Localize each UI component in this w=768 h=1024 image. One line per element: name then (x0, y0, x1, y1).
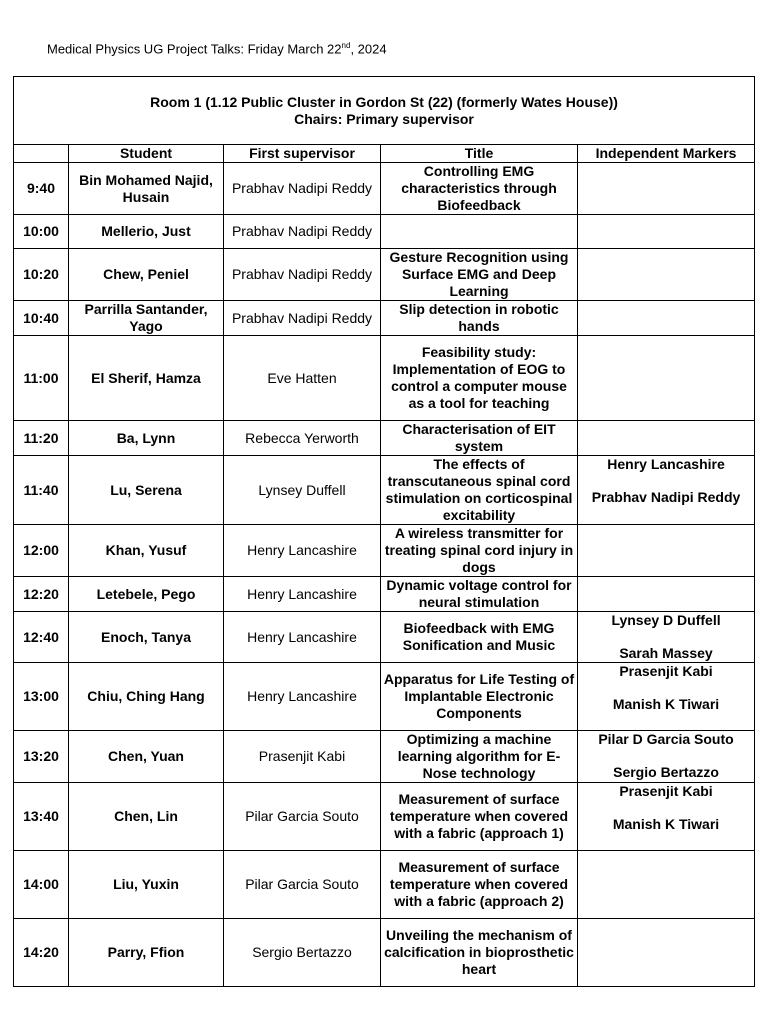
room-chairs: Chairs: Primary supervisor (294, 110, 474, 127)
header-year: , 2024 (350, 41, 387, 57)
independent-markers (578, 577, 755, 612)
first-supervisor: Pilar Garcia Souto (224, 851, 381, 919)
room-heading (14, 77, 755, 145)
independent-markers (578, 783, 755, 851)
talk-time: 10:20 (14, 249, 69, 301)
talk-time: 12:00 (14, 525, 69, 577)
first-supervisor: Pilar Garcia Souto (224, 783, 381, 851)
header-superscript: nd (341, 41, 351, 50)
first-supervisor: Rebecca Yerworth (224, 421, 381, 456)
student-name: Chen, Yuan (69, 731, 224, 783)
marker-spacer (580, 473, 752, 489)
project-title: Biofeedback with EMG Sonification and Music (381, 612, 578, 663)
independent-markers (578, 663, 755, 731)
marker-secondary: Manish K Tiwari (612, 816, 720, 832)
schedule-row (14, 919, 755, 987)
student-name: Lu, Serena (69, 456, 224, 525)
marker-primary: Pilar D Garcia Souto (598, 731, 734, 747)
schedule-row (14, 456, 755, 525)
project-title: Apparatus for Life Testing of Implantable Electronic Components (381, 663, 578, 731)
document-header (47, 41, 387, 56)
marker-primary: Lynsey D Duffell (611, 612, 721, 628)
talk-time: 11:00 (14, 336, 69, 421)
student-name: Chew, Peniel (69, 249, 224, 301)
independent-markers (578, 525, 755, 577)
independent-markers (578, 731, 755, 783)
talk-time: 11:40 (14, 456, 69, 525)
student-name: Parrilla Santander, Yago (69, 301, 224, 336)
schedule-row (14, 249, 755, 301)
talk-time: 12:20 (14, 577, 69, 612)
schedule-row (14, 851, 755, 919)
project-title: The effects of transcutaneous spinal cord stimulation on corticospinal excitability (381, 456, 578, 525)
room-header-row (14, 77, 755, 145)
independent-markers (578, 336, 755, 421)
talk-time: 11:20 (14, 421, 69, 456)
independent-markers (578, 249, 755, 301)
student-name: Liu, Yuxin (69, 851, 224, 919)
project-title (381, 215, 578, 249)
talk-time: 13:40 (14, 783, 69, 851)
schedule-row (14, 731, 755, 783)
independent-markers (578, 215, 755, 249)
independent-markers (578, 919, 755, 987)
first-supervisor: Prabhav Nadipi Reddy (224, 163, 381, 215)
independent-markers (578, 421, 755, 456)
column-header-student: Student (69, 145, 224, 163)
column-header-supervisor: First supervisor (224, 145, 381, 163)
column-header-row (14, 145, 755, 163)
project-title: Measurement of surface temperature when covered with a fabric (approach 1) (381, 783, 578, 851)
room-title: Room 1 (1.12 Public Cluster in Gordon St (22) (formerly Wates House)) (150, 93, 618, 110)
marker-secondary: Sergio Bertazzo (613, 764, 719, 780)
first-supervisor: Sergio Bertazzo (224, 919, 381, 987)
student-name: Mellerio, Just (69, 215, 224, 249)
project-title: Characterisation of EIT system (381, 421, 578, 456)
marker-spacer (580, 680, 752, 696)
marker-primary: Henry Lancashire (607, 456, 725, 472)
student-name: Bin Mohamed Najid, Husain (69, 163, 224, 215)
project-title: Measurement of surface temperature when covered with a fabric (approach 2) (381, 851, 578, 919)
header-text: Medical Physics UG Project Talks: Friday March 22 (47, 41, 342, 57)
project-title: Slip detection in robotic hands (381, 301, 578, 336)
first-supervisor: Henry Lancashire (224, 663, 381, 731)
marker-spacer (580, 748, 752, 764)
talk-time: 10:40 (14, 301, 69, 336)
first-supervisor: Lynsey Duffell (224, 456, 381, 525)
schedule-row (14, 163, 755, 215)
project-title: A wireless transmitter for treating spinal cord injury in dogs (381, 525, 578, 577)
talk-time: 13:20 (14, 731, 69, 783)
marker-primary: Prasenjit Kabi (619, 663, 713, 679)
independent-markers (578, 163, 755, 215)
independent-markers (578, 456, 755, 525)
schedule-row (14, 215, 755, 249)
column-header-time (14, 145, 69, 163)
project-title: Gesture Recognition using Surface EMG and Deep Learning (381, 249, 578, 301)
student-name: Ba, Lynn (69, 421, 224, 456)
project-title: Unveiling the mechanism of calcification in bioprosthetic heart (381, 919, 578, 987)
schedule-row (14, 525, 755, 577)
student-name: Parry, Ffion (69, 919, 224, 987)
first-supervisor: Prasenjit Kabi (224, 731, 381, 783)
schedule-row (14, 336, 755, 421)
student-name: Khan, Yusuf (69, 525, 224, 577)
schedule-table (13, 76, 755, 987)
schedule-row (14, 301, 755, 336)
first-supervisor: Henry Lancashire (224, 612, 381, 663)
student-name: Enoch, Tanya (69, 612, 224, 663)
talk-time: 13:00 (14, 663, 69, 731)
column-header-markers: Independent Markers (578, 145, 755, 163)
marker-spacer (580, 800, 752, 816)
student-name: Chiu, Ching Hang (69, 663, 224, 731)
talk-time: 12:40 (14, 612, 69, 663)
first-supervisor: Prabhav Nadipi Reddy (224, 215, 381, 249)
marker-spacer (580, 629, 752, 645)
independent-markers (578, 851, 755, 919)
first-supervisor: Henry Lancashire (224, 577, 381, 612)
project-title: Controlling EMG characteristics through Biofeedback (381, 163, 578, 215)
marker-secondary: Prabhav Nadipi Reddy (591, 489, 741, 505)
talk-time: 14:00 (14, 851, 69, 919)
independent-markers (578, 612, 755, 663)
schedule-row (14, 577, 755, 612)
talk-time: 10:00 (14, 215, 69, 249)
first-supervisor: Prabhav Nadipi Reddy (224, 249, 381, 301)
student-name: Chen, Lin (69, 783, 224, 851)
project-title: Optimizing a machine learning algorithm for E-Nose technology (381, 731, 578, 783)
schedule-row (14, 663, 755, 731)
marker-secondary: Sarah Massey (619, 645, 713, 661)
independent-markers (578, 301, 755, 336)
column-header-title: Title (381, 145, 578, 163)
schedule-row (14, 421, 755, 456)
first-supervisor: Eve Hatten (224, 336, 381, 421)
student-name: El Sherif, Hamza (69, 336, 224, 421)
schedule-row (14, 783, 755, 851)
first-supervisor: Henry Lancashire (224, 525, 381, 577)
first-supervisor: Prabhav Nadipi Reddy (224, 301, 381, 336)
schedule-row (14, 612, 755, 663)
project-title: Dynamic voltage control for neural stimulation (381, 577, 578, 612)
marker-primary: Prasenjit Kabi (619, 783, 713, 799)
project-title: Feasibility study: Implementation of EOG to control a computer mouse as a tool for teaching (381, 336, 578, 421)
talk-time: 9:40 (14, 163, 69, 215)
student-name: Letebele, Pego (69, 577, 224, 612)
talk-time: 14:20 (14, 919, 69, 987)
marker-secondary: Manish K Tiwari (612, 696, 720, 712)
